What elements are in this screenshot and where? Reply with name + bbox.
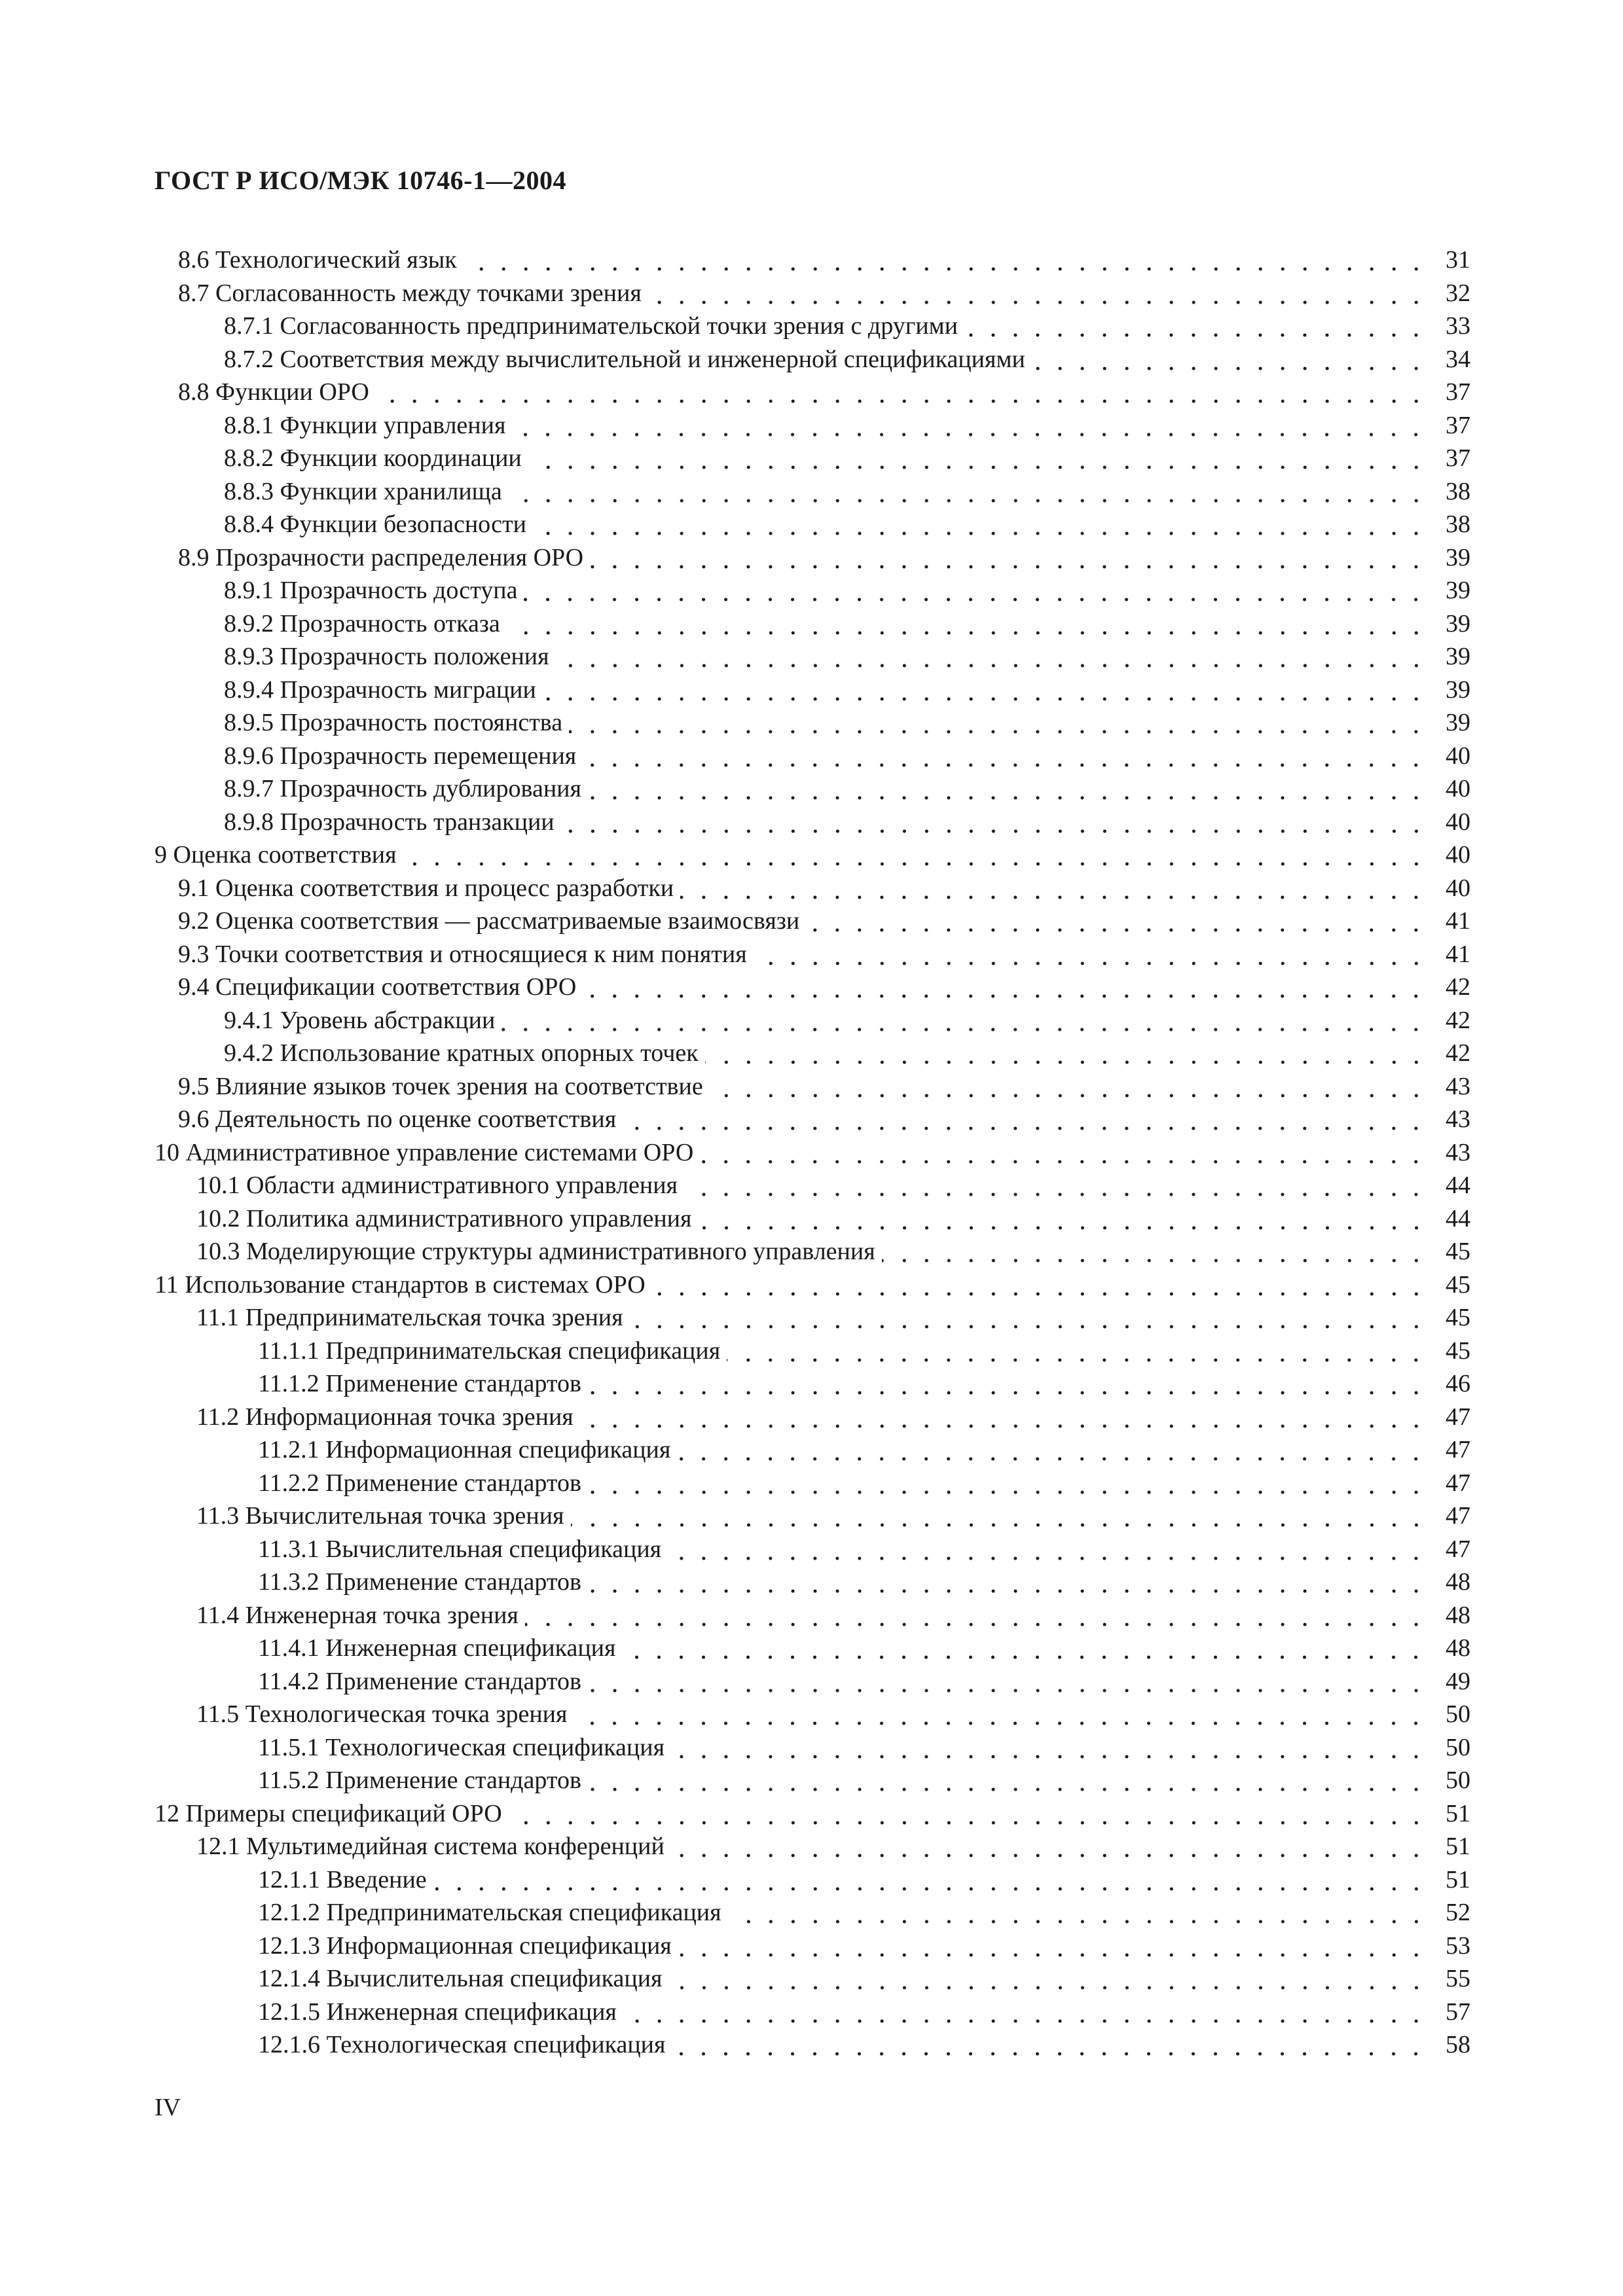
- toc-dot-leader: [590, 541, 1430, 574]
- toc-entry-title: 11.5.1 Технологическая спецификация: [258, 1733, 665, 1761]
- toc-entry-page: 39: [1446, 577, 1470, 605]
- toc-entry-title: 11.4.1 Инженерная спецификация: [258, 1634, 616, 1662]
- toc-entry-title: 8.7.2 Соответствия между вычислительной и инженерной спецификациями: [224, 345, 1025, 373]
- toc-entry-page: 53: [1446, 1931, 1470, 1960]
- toc-dot-leader: [671, 1731, 1430, 1764]
- toc-entry[interactable]: [155, 806, 1470, 839]
- toc-entry-page: 39: [1446, 709, 1470, 737]
- toc-entry-title: 9.5 Влияние языков точек зрения на соответствие: [178, 1072, 703, 1100]
- toc-dot-leader: [509, 475, 1430, 508]
- toc-entry-page: 38: [1446, 511, 1470, 539]
- toc-dot-leader: [648, 277, 1430, 310]
- toc-entry[interactable]: [155, 740, 1470, 773]
- toc-entry-title: 8.9 Прозрачности распределения ОРО: [178, 543, 584, 571]
- toc-entry-title: 11.5 Технологическая точка зрения: [196, 1700, 568, 1729]
- toc-entry-page: 51: [1446, 1865, 1470, 1893]
- toc-entry[interactable]: [155, 1566, 1470, 1599]
- toc-dot-leader: [630, 1301, 1430, 1334]
- toc-dot-leader: [569, 706, 1430, 739]
- toc-entry[interactable]: [155, 1335, 1470, 1368]
- toc-entry-title: 8.7.1 Согласованность предпринимательской точки зрения с другими: [224, 312, 958, 340]
- toc-entry-page: 38: [1446, 477, 1470, 505]
- toc-dot-leader: [672, 2028, 1430, 2061]
- toc-dot-leader: [700, 1136, 1430, 1169]
- toc-entry-title: 11.3.2 Применение стандартов: [258, 1568, 581, 1596]
- toc-entry-title: 11.4.2 Применение стандартов: [258, 1667, 581, 1695]
- toc-entry-title: 12.1.4 Вычислительная спецификация: [258, 1965, 663, 1993]
- toc-entry-title: 8.9.2 Прозрачность отказа: [224, 609, 500, 637]
- toc-entry[interactable]: [155, 905, 1470, 938]
- toc-entry[interactable]: [155, 938, 1470, 971]
- toc-entry-page: 51: [1446, 1799, 1470, 1827]
- toc-entry-page: 43: [1446, 1072, 1470, 1100]
- toc-entry-page: 42: [1446, 1039, 1470, 1067]
- toc-entry-page: 43: [1446, 1138, 1470, 1166]
- toc-dot-leader: [524, 574, 1430, 607]
- toc-entry[interactable]: [155, 1467, 1470, 1500]
- toc-dot-leader: [754, 938, 1430, 971]
- toc-entry[interactable]: [155, 772, 1470, 806]
- toc-dot-leader: [622, 1632, 1430, 1664]
- toc-dot-leader: [588, 1566, 1430, 1598]
- toc-dot-leader: [588, 772, 1430, 805]
- toc-entry-page: 48: [1446, 1601, 1470, 1629]
- toc-entry[interactable]: [155, 1235, 1470, 1268]
- toc-entry-page: 42: [1446, 1006, 1470, 1034]
- toc-entry-page: 57: [1446, 1998, 1470, 2026]
- toc-dot-leader: [623, 1103, 1430, 1136]
- toc-entry-page: 37: [1446, 378, 1470, 406]
- toc-dot-leader: [680, 872, 1430, 905]
- toc-entry-page: 45: [1446, 1270, 1470, 1299]
- toc-dot-leader: [668, 1533, 1430, 1566]
- toc-entry-page: 50: [1446, 1767, 1470, 1795]
- toc-entry-title: 8.8.4 Функции безопасности: [224, 511, 526, 539]
- toc-entry-title: 8.9.1 Прозрачность доступа: [224, 577, 518, 605]
- toc-entry-title: 10 Административное управление системами ОРО: [155, 1138, 694, 1166]
- toc-entry[interactable]: [155, 1632, 1470, 1665]
- toc-entry-page: 39: [1446, 543, 1470, 571]
- toc-entry[interactable]: [155, 1103, 1470, 1136]
- toc-entry[interactable]: [155, 1037, 1470, 1070]
- toc-entry[interactable]: [155, 475, 1470, 509]
- toc-dot-leader: [376, 376, 1430, 408]
- toc-entry-page: 37: [1446, 411, 1470, 439]
- toc-entry-title: 11.3.1 Вычислительная спецификация: [258, 1535, 662, 1563]
- toc-dot-leader: [501, 1004, 1430, 1037]
- table-of-contents: [155, 243, 1470, 2062]
- toc-entry[interactable]: [155, 1004, 1470, 1037]
- toc-entry[interactable]: [155, 1301, 1470, 1335]
- toc-entry-page: 40: [1446, 742, 1470, 770]
- toc-entry-title: 12 Примеры спецификаций ОРО: [155, 1799, 502, 1827]
- toc-entry-title: 9.1 Оценка соответствия и процесс разработки: [178, 874, 674, 902]
- toc-entry[interactable]: [155, 640, 1470, 673]
- toc-entry-title: 11.1.1 Предпринимательская спецификация: [258, 1336, 721, 1365]
- toc-entry-title: 9.3 Точки соответствия и относящиеся к ним понятия: [178, 940, 747, 968]
- toc-entry[interactable]: [155, 1499, 1470, 1533]
- toc-entry[interactable]: [155, 1830, 1470, 1863]
- toc-entry-title: 8.9.8 Прозрачность транзакции: [224, 808, 555, 836]
- toc-entry-page: 44: [1446, 1172, 1470, 1200]
- toc-entry-page: 47: [1446, 1535, 1470, 1563]
- toc-entry-title: 8.8 Функции ОРО: [178, 378, 369, 406]
- toc-entry-page: 31: [1446, 246, 1470, 274]
- toc-dot-leader: [806, 905, 1430, 937]
- toc-entry[interactable]: [155, 1731, 1470, 1765]
- toc-entry-title: 11.2 Информационная точка зрения: [196, 1403, 574, 1431]
- toc-entry-title: 8.9.7 Прозрачность дублирования: [224, 775, 581, 803]
- toc-dot-leader: [543, 673, 1430, 706]
- toc-entry[interactable]: [155, 1698, 1470, 1731]
- toc-entry-title: 8.8.1 Функции управления: [224, 411, 506, 439]
- toc-entry-page: 34: [1446, 345, 1470, 373]
- toc-entry-page: 47: [1446, 1436, 1470, 1464]
- toc-entry[interactable]: [155, 277, 1470, 310]
- toc-dot-leader: [507, 607, 1430, 640]
- toc-entry-page: 40: [1446, 841, 1470, 869]
- toc-entry-title: 9.4 Спецификации соответствия ОРО: [178, 973, 577, 1001]
- toc-entry[interactable]: [155, 1433, 1470, 1467]
- toc-entry[interactable]: [155, 1962, 1470, 1996]
- toc-dot-leader: [464, 243, 1430, 276]
- toc-dot-leader: [678, 1929, 1430, 1962]
- toc-entry-title: 8.8.2 Функции координации: [224, 444, 522, 473]
- toc-dot-leader: [727, 1335, 1430, 1367]
- toc-entry-page: 45: [1446, 1336, 1470, 1365]
- toc-entry-page: 49: [1446, 1667, 1470, 1695]
- toc-entry-page: 50: [1446, 1733, 1470, 1761]
- toc-dot-leader: [533, 508, 1430, 541]
- toc-entry[interactable]: [155, 310, 1470, 343]
- toc-dot-leader: [433, 1863, 1430, 1896]
- toc-dot-leader: [509, 1797, 1430, 1830]
- toc-entry[interactable]: [155, 872, 1470, 905]
- toc-entry[interactable]: [155, 1202, 1470, 1236]
- toc-dot-leader: [710, 1070, 1430, 1103]
- toc-entry-title: 9.4.2 Использование кратных опорных точек: [224, 1039, 699, 1067]
- toc-dot-leader: [671, 1830, 1430, 1863]
- toc-dot-leader: [623, 1996, 1430, 2028]
- toc-entry-title: 9 Оценка соответствия: [155, 841, 397, 869]
- toc-dot-leader: [684, 1169, 1430, 1202]
- toc-entry-title: 10.2 Политика административного управления: [196, 1204, 692, 1232]
- toc-dot-leader: [705, 1037, 1430, 1069]
- toc-entry-page: 40: [1446, 808, 1470, 836]
- toc-entry[interactable]: [155, 1896, 1470, 1929]
- toc-entry-title: 9.2 Оценка соответствия — рассматриваемые взаимосвязи: [178, 907, 800, 935]
- toc-entry-title: 11.4 Инженерная точка зрения: [196, 1601, 519, 1629]
- toc-dot-leader: [964, 310, 1430, 342]
- toc-entry[interactable]: [155, 343, 1470, 376]
- toc-entry-page: 39: [1446, 675, 1470, 704]
- toc-entry[interactable]: [155, 1268, 1470, 1302]
- toc-entry-page: 45: [1446, 1238, 1470, 1266]
- toc-entry[interactable]: [155, 376, 1470, 409]
- toc-entry-title: 8.8.3 Функции хранилища: [224, 477, 502, 505]
- toc-entry[interactable]: [155, 1929, 1470, 1963]
- toc-entry-title: 12.1.6 Технологическая спецификация: [258, 2031, 666, 2059]
- toc-entry-page: 45: [1446, 1304, 1470, 1332]
- toc-entry[interactable]: [155, 2028, 1470, 2062]
- toc-entry-page: 40: [1446, 874, 1470, 902]
- toc-entry-page: 41: [1446, 907, 1470, 935]
- toc-entry-title: 9.4.1 Уровень абстракции: [224, 1006, 496, 1034]
- toc-entry[interactable]: [155, 1764, 1470, 1797]
- toc-entry-page: 48: [1446, 1634, 1470, 1662]
- toc-entry-page: 51: [1446, 1833, 1470, 1861]
- toc-entry[interactable]: [155, 673, 1470, 707]
- toc-entry[interactable]: [155, 1996, 1470, 2029]
- toc-entry-page: 47: [1446, 1403, 1470, 1431]
- toc-entry-title: 10.3 Моделирующие структуры административного управления: [196, 1238, 875, 1266]
- toc-dot-leader: [882, 1235, 1430, 1268]
- toc-dot-leader: [652, 1268, 1430, 1301]
- toc-entry-page: 47: [1446, 1502, 1470, 1530]
- toc-entry-title: 11 Использование стандартов в системах ОРО: [155, 1270, 646, 1299]
- toc-entry-title: 12.1.2 Предпринимательская спецификация: [258, 1899, 721, 1927]
- toc-dot-leader: [512, 409, 1430, 442]
- toc-entry-title: 8.9.6 Прозрачность перемещения: [224, 742, 577, 770]
- toc-entry[interactable]: [155, 1599, 1470, 1632]
- toc-entry[interactable]: [155, 243, 1470, 277]
- toc-dot-leader: [677, 1433, 1430, 1466]
- toc-entry[interactable]: [155, 838, 1470, 872]
- toc-dot-leader: [588, 1367, 1430, 1400]
- toc-entry-title: 11.5.2 Применение стандартов: [258, 1767, 581, 1795]
- toc-dot-leader: [588, 1764, 1430, 1797]
- toc-entry[interactable]: [155, 1367, 1470, 1401]
- toc-entry-title: 12.1.5 Инженерная спецификация: [258, 1998, 617, 2026]
- toc-entry-title: 11.1 Предпринимательская точка зрения: [196, 1304, 623, 1332]
- toc-dot-leader: [580, 1401, 1430, 1433]
- toc-entry[interactable]: [155, 1169, 1470, 1202]
- toc-dot-leader: [525, 1599, 1430, 1632]
- toc-entry[interactable]: [155, 1665, 1470, 1698]
- toc-dot-leader: [574, 1698, 1430, 1731]
- toc-dot-leader: [669, 1962, 1430, 1995]
- toc-dot-leader: [699, 1202, 1431, 1235]
- toc-entry-page: 33: [1446, 312, 1470, 340]
- toc-entry-title: 10.1 Области административного управления: [196, 1172, 678, 1200]
- toc-dot-leader: [1032, 343, 1430, 376]
- toc-entry[interactable]: [155, 1070, 1470, 1103]
- toc-entry-title: 12.1 Мультимедийная система конференций: [196, 1833, 665, 1861]
- toc-dot-leader: [583, 740, 1430, 772]
- toc-entry[interactable]: [155, 541, 1470, 575]
- toc-entry-title: 11.1.2 Применение стандартов: [258, 1370, 581, 1398]
- toc-entry-page: 50: [1446, 1700, 1470, 1729]
- toc-dot-leader: [571, 1499, 1430, 1532]
- document-header: ГОСТ Р ИСО/МЭК 10746-1—2004: [155, 166, 566, 195]
- toc-entry-title: 8.6 Технологический язык: [178, 246, 457, 274]
- toc-entry-page: 41: [1446, 940, 1470, 968]
- toc-entry-page: 39: [1446, 609, 1470, 637]
- toc-entry-page: 46: [1446, 1370, 1470, 1398]
- toc-entry-page: 39: [1446, 643, 1470, 671]
- toc-entry-page: 47: [1446, 1469, 1470, 1497]
- toc-entry-title: 12.1.1 Введение: [258, 1865, 427, 1893]
- toc-entry[interactable]: [155, 1533, 1470, 1566]
- toc-entry-page: 55: [1446, 1965, 1470, 1993]
- toc-entry-page: 52: [1446, 1899, 1470, 1927]
- toc-entry-title: 12.1.3 Информационная спецификация: [258, 1931, 672, 1960]
- toc-dot-leader: [588, 1467, 1430, 1499]
- toc-entry[interactable]: [155, 706, 1470, 740]
- toc-entry-title: 8.7 Согласованность между точками зрения: [178, 279, 642, 307]
- toc-entry[interactable]: [155, 574, 1470, 607]
- toc-entry-page: 44: [1446, 1204, 1470, 1232]
- toc-entry[interactable]: [155, 442, 1470, 475]
- toc-entry-title: 9.6 Деятельность по оценке соответствия: [178, 1105, 617, 1134]
- toc-dot-leader: [728, 1896, 1430, 1929]
- toc-entry[interactable]: [155, 1401, 1470, 1434]
- toc-dot-leader: [588, 1665, 1430, 1698]
- toc-entry-title: 8.9.3 Прозрачность положения: [224, 643, 549, 671]
- toc-entry-title: 11.2.2 Применение стандартов: [258, 1469, 581, 1497]
- toc-entry-title: 8.9.5 Прозрачность постоянства: [224, 709, 563, 737]
- toc-entry[interactable]: [155, 409, 1470, 442]
- toc-entry-page: 40: [1446, 775, 1470, 803]
- toc-entry-page: 48: [1446, 1568, 1470, 1596]
- toc-entry[interactable]: [155, 607, 1470, 641]
- toc-entry-page: 58: [1446, 2031, 1470, 2059]
- toc-dot-leader: [403, 838, 1430, 871]
- toc-entry[interactable]: [155, 1136, 1470, 1170]
- page-number: IV: [155, 2094, 181, 2121]
- toc-entry[interactable]: [155, 971, 1470, 1004]
- toc-entry-page: 43: [1446, 1105, 1470, 1134]
- toc-entry[interactable]: [155, 508, 1470, 541]
- toc-entry-title: 11.2.1 Информационная спецификация: [258, 1436, 671, 1464]
- toc-entry-title: 8.9.4 Прозрачность миграции: [224, 675, 536, 704]
- toc-entry-page: 42: [1446, 973, 1470, 1001]
- toc-entry[interactable]: [155, 1797, 1470, 1831]
- toc-dot-leader: [556, 640, 1430, 673]
- toc-entry-page: 37: [1446, 444, 1470, 473]
- toc-dot-leader: [583, 971, 1430, 1003]
- toc-entry[interactable]: [155, 1863, 1470, 1897]
- toc-dot-leader: [561, 806, 1430, 838]
- toc-dot-leader: [528, 442, 1430, 475]
- toc-entry-title: 11.3 Вычислительная точка зрения: [196, 1502, 564, 1530]
- toc-entry-page: 32: [1446, 279, 1470, 307]
